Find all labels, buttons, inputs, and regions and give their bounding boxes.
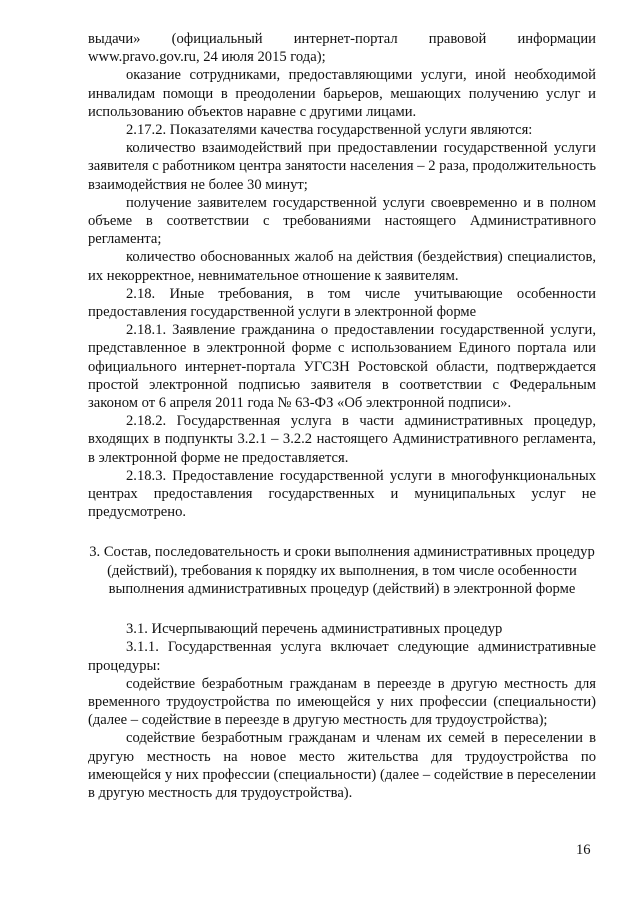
paragraph-3-1-1: 3.1.1. Государственная услуга включает следующие административные процедуры: [88,639,596,674]
paragraph-3-1: 3.1. Исчерпывающий перечень административных процедур [126,621,503,638]
paragraph-resettlement: содействие безработным гражданам и членам их семей в переселении в другую местность на новое место жительства для трудоустройства по имеющейся у них профессии (специальности) (далее – содействие в переселении в другую местность для трудоустройства). [88,730,596,801]
paragraph-continuation: выдачи» (официальный интернет-портал правовой информации www.pravo.gov.ru, 24 июля 2015 года); [88,31,596,66]
paragraph-2-18-3: 2.18.3. Предоставление государственной услуги в многофункциональных центрах предоставления государственных и муниципальных услуг не предусмотрено. [88,467,596,521]
paragraph-interactions-count: количество взаимодействий при предоставлении государственной услуги заявителя с работником центра занятости населения – 2 раза, продолжительность взаимодействия не более 30 минут; [88,140,596,193]
paragraph-2-18-2: 2.18.2. Государственная услуга в части административных процедур, входящих в подпункты 3.2.1 – 3.2.2 настоящего Административного регламента, в электронной форме не предоставляется. [88,413,596,466]
paragraph-complaints-count: количество обоснованных жалоб на действия (бездействия) специалистов, их некорректное, невнимательное отношение к заявителям. [88,249,596,284]
paragraph-2-17-2: 2.17.2. Показателями качества государственной услуги являются: [126,122,533,139]
paragraph-2-18-1: 2.18.1. Заявление гражданина о предоставлении государственной услуги, представленное в электронной форме с использованием Единого портала или официального интернет-портала УГСЗН Ростовской области, подтверждается простой электронной подписью заявителя в соответствии с Федеральным законом от 6 апреля 2011 года № 63-ФЗ «Об электронной подписи». [88,322,596,412]
document-page [88,30,596,802]
paragraph-relocation-temporary: содействие безработным гражданам в переезде в другую местность для временного трудоустройства по имеющейся у них профессии (специальности) (далее – содействие в переезде в другую местность для трудоустройства); [88,675,596,729]
paragraph-2-18: 2.18. Иные требования, в том числе учитывающие особенности предоставления государственной услуги в электронной форме [88,285,596,321]
page-number: 16 [576,842,591,858]
paragraph-timely-service: получение заявителем государственной услуги своевременно и в полном объеме в соответствии с требованиями настоящего Административного регламента; [88,194,596,248]
section-3-heading: 3. Состав, последовательность и сроки выполнения административных процедур (действий), требования к порядку их выполнения, в том числе особенности выполнения административных процедур (действий) в электронной форме [89,544,595,597]
paragraph-accessibility-help: оказание сотрудниками, предоставляющими услуги, иной необходимой инвалидам помощи в преодолении барьеров, мешающих получению услуг и использованию объектов наравне с другими лицами. [88,67,596,120]
